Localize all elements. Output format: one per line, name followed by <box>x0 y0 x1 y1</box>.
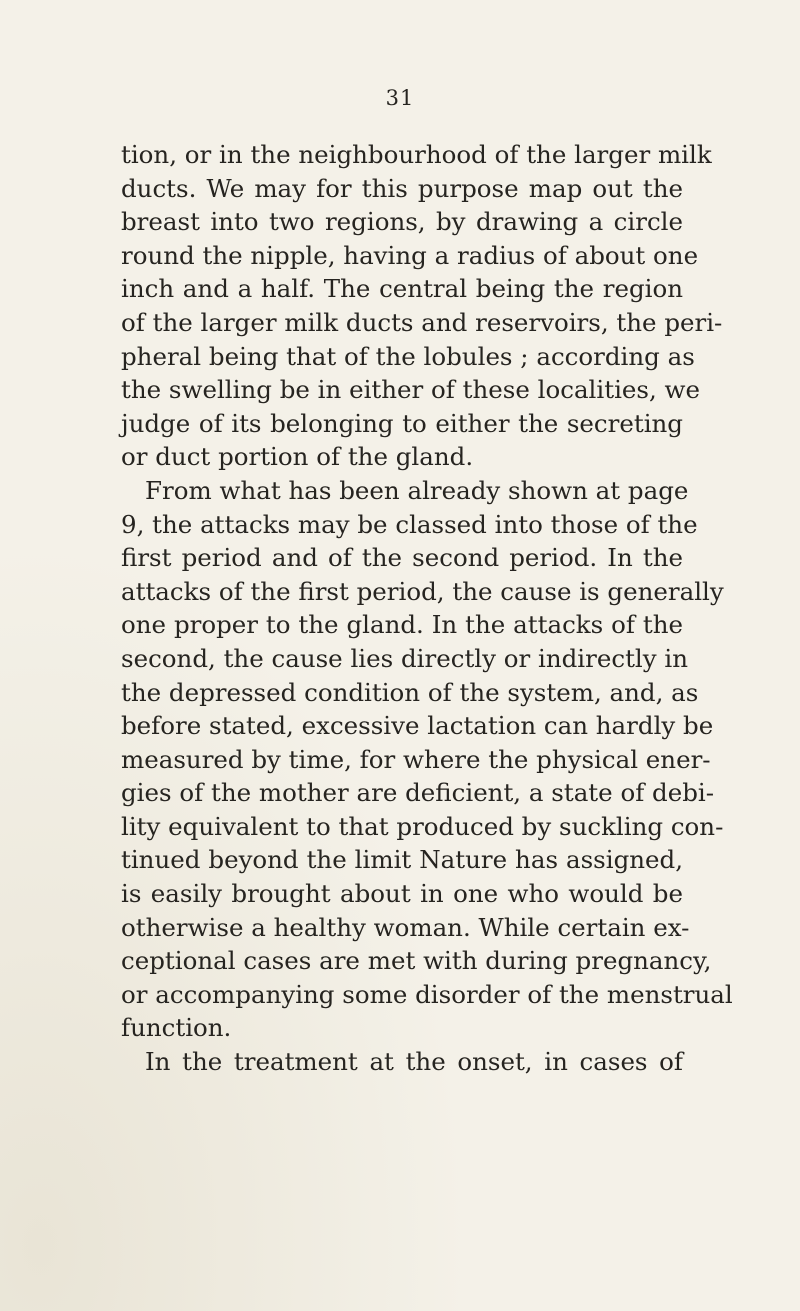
text-line: the swelling be in either of these localities, we <box>121 375 701 405</box>
text-line: the depressed condition of the system, and, as <box>121 677 699 707</box>
text-line: before stated, excessive lactation can hardly be <box>121 711 714 741</box>
text-line: of the larger milk ducts and reservoirs, the peri- <box>121 307 723 337</box>
text-line: tinued beyond the limit Nature has assigned, <box>121 845 683 875</box>
text-line: function. <box>121 1013 232 1043</box>
text-line: one proper to the gland. In the attacks of the <box>121 610 683 640</box>
text-line: lity equivalent to that produced by suckling con- <box>121 811 724 841</box>
text-line: first period and of the second period. In the <box>121 543 683 573</box>
text-line: breast into two regions, by drawing a circle <box>121 207 683 237</box>
text-line: ducts. We may for this purpose map out the <box>121 173 683 203</box>
text-line: 9, the attacks may be classed into those of the <box>121 509 698 539</box>
text-line: ceptional cases are met with during pregnancy, <box>121 946 712 976</box>
text-line: measured by time, for where the physical ener- <box>121 744 711 774</box>
text-line: tion, or in the neighbourhood of the larger milk <box>121 140 712 169</box>
text-line: second, the cause lies directly or indirectly in <box>121 643 688 673</box>
text-line: or duct portion of the gland. <box>121 442 474 472</box>
paragraph-start: From what has been already shown at page <box>145 475 689 505</box>
page-number: 31 <box>385 86 415 110</box>
text-line: judge of its belonging to either the secreting <box>121 408 683 438</box>
text-line: round the nipple, having a radius of about one <box>121 240 699 270</box>
text-line: pheral being that of the lobules ; according as <box>121 341 695 371</box>
text-line: or accompanying some disorder of the menstrual <box>121 979 733 1009</box>
paragraph-start: In the treatment at the onset, in cases of <box>145 1047 683 1077</box>
text-line: gies of the mother are deficient, a state of debi- <box>121 778 715 808</box>
text-line: attacks of the first period, the cause is generally <box>121 576 724 606</box>
text-line: is easily brought about in one who would be <box>121 879 683 909</box>
body-text <box>121 138 733 1079</box>
text-line: inch and a half. The central being the region <box>121 274 683 304</box>
text-line: otherwise a healthy woman. While certain ex- <box>121 912 690 942</box>
